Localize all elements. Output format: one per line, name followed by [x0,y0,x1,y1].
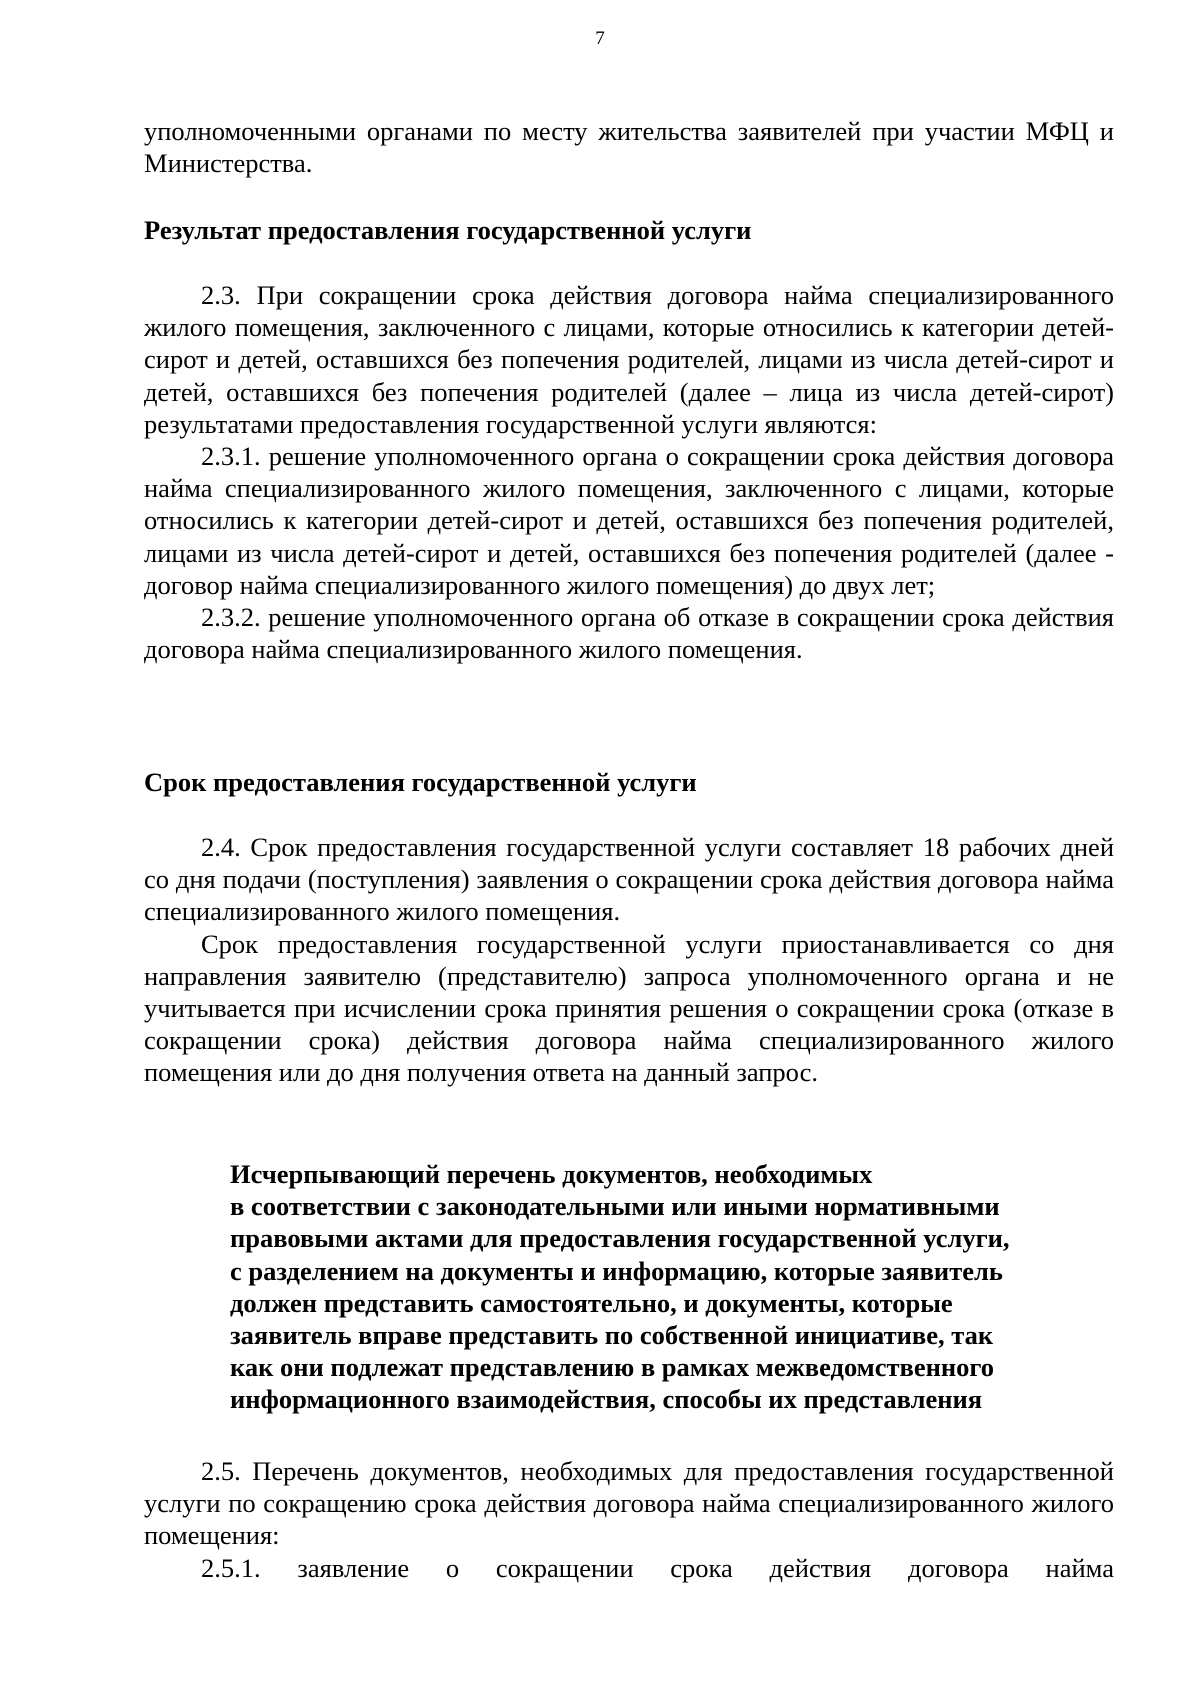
section-term-body [144,831,1114,1089]
section-documents-heading [230,1158,1100,1416]
heading-line: в соответствии с законодательными или иными нормативными [230,1191,1000,1222]
section-result-body [144,279,1114,665]
section-term-heading-block [144,766,1114,798]
paragraph-2-4: 2.4. Срок предоставления государственной услуги составляет 18 рабочих дней со дня подачи (поступления) заявления о сокращении срока действия договора найма специализированного жилого помещения. [144,832,1114,927]
heading-line: правовыми актами для предоставления государственной услуги, [230,1223,1010,1254]
heading-line: заявитель вправе представить по собственной инициативе, так [230,1320,994,1351]
heading-line: должен представить самостоятельно, и документы, которые [230,1287,953,1318]
heading-line: с разделением на документы и информацию, которые заявитель [230,1255,1003,1286]
paragraph-2-5: 2.5. Перечень документов, необходимых для предоставления государственной услуги по сокращению срока действия договора найма специализированного жилого помещения: [144,1456,1114,1551]
section-result-heading: Результат предоставления государственной услуги [144,215,752,245]
section-result-heading-block [144,214,1114,246]
paragraph-2-5-1: 2.5.1. заявление о сокращении срока действия договора найма [201,1552,1114,1583]
section-term-heading: Срок предоставления государственной услуги [144,767,697,797]
page-number: 7 [595,28,605,49]
section-documents-heading-block [230,1158,1100,1416]
section-documents-body [144,1455,1114,1584]
paragraph-2-3: 2.3. При сокращении срока действия договора найма специализированного жилого помещения, заключенного с лицами, которые относились к категории детей-сирот и детей, оставшихся без попечения родителей, лицами из числа детей-сирот и детей, оставшихся без попечения родителей (далее – лица из числа детей-сирот) результатами предоставления государственной услуги являются: [144,280,1114,439]
intro-block [144,115,1114,179]
heading-line: Исчерпывающий перечень документов, необходимых [230,1159,873,1189]
paragraph-2-3-2: 2.3.2. решение уполномоченного органа об отказе в сокращении срока действия договора найма специализированного жилого помещения. [144,602,1114,665]
heading-line: как они подлежат представлению в рамках межведомственного [230,1352,994,1383]
paragraph-2-3-1: 2.3.1. решение уполномоченного органа о сокращении срока действия договора найма специализированного жилого помещения, заключенного с лицами, которые относились к категории детей-сирот и детей, оставшихся без попечения родителей, лицами из числа детей-сирот и детей, оставшихся без попечения родителей (далее - договор найма специализированного жилого помещения) до двух лет; [144,441,1114,600]
paragraph-2-4-suspension: Срок предоставления государственной услуги приостанавливается со дня направления заявителю (представителю) запроса уполномоченного органа и не учитывается при исчислении срока принятия решения о сокращении срока (отказе в сокращении срока) действия договора найма специализированного жилого помещения или до дня получения ответа на данный запрос. [144,928,1114,1088]
heading-line: информационного взаимодействия, способы их представления [230,1384,983,1415]
intro-paragraph: уполномоченными органами по месту жительства заявителей при участии МФЦ и Министерства. [144,116,1114,179]
